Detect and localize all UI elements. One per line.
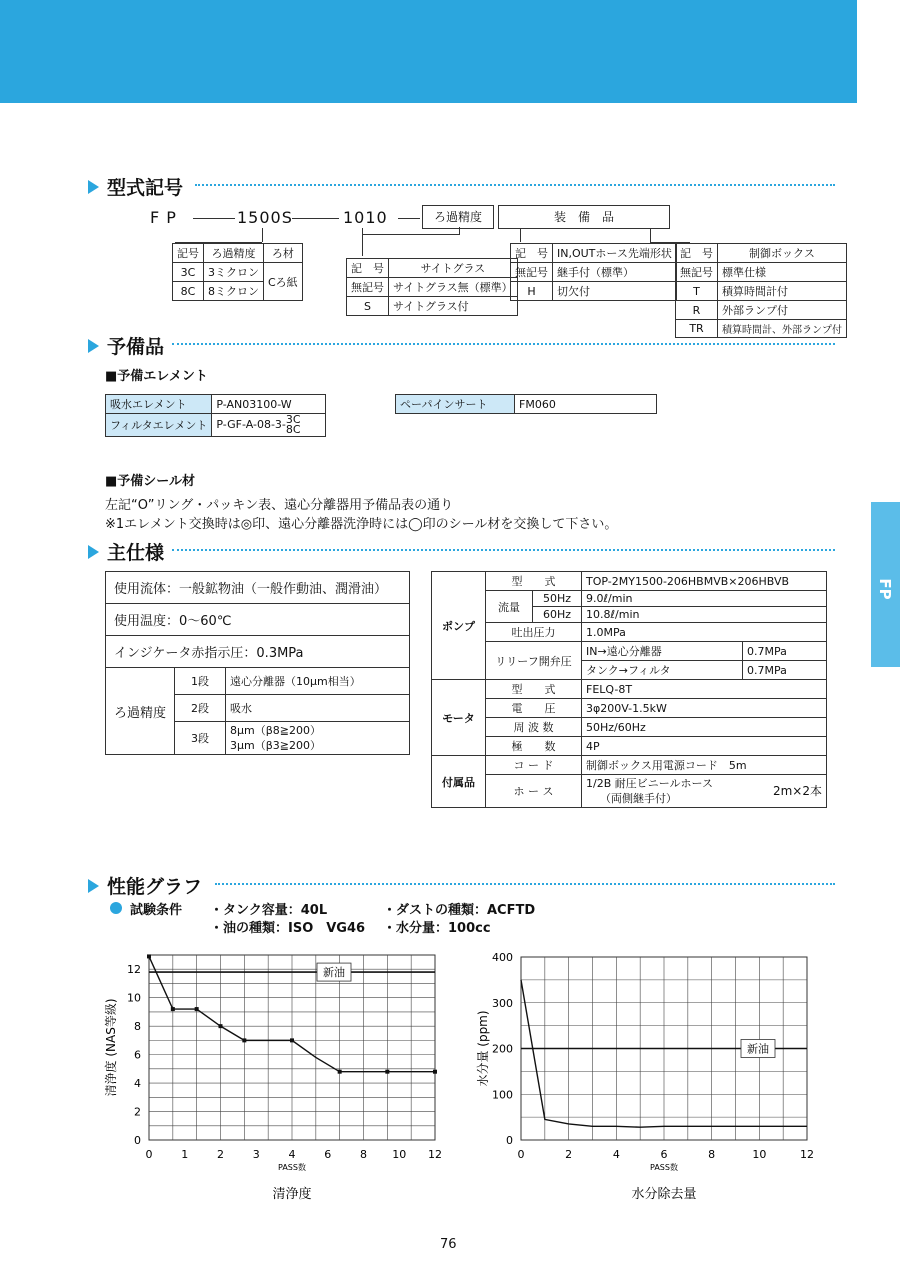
x-tick-label: 10 — [392, 1148, 407, 1161]
x-tick-label: 4 — [612, 1148, 620, 1161]
test-conditions-label: 試験条件 — [130, 903, 183, 918]
data-point — [385, 1070, 389, 1074]
triangle-icon — [88, 180, 99, 194]
triangle-icon — [88, 545, 99, 559]
box-precision: ろ過精度 — [422, 205, 494, 229]
box-equipment: 装 備 品 — [498, 205, 670, 229]
y-tick-label: 400 — [492, 951, 513, 964]
spec-right-table: ポンプ 型 式 TOP-2MY1500-206HBMVB×206HBVB 流量 50Hz 9.0ℓ/min 60Hz 10.8ℓ/min 吐出圧力 1.0MPa リリーフ開弁圧 IN→遠心分離器 0.7MPa タンク→フィルタ 0.7MPa モータ 型 式 FELQ-8T 電 圧 3φ200V-1.5kW 周 波 数 50Hz/60Hz 極 数 4P 付属品 コ ー ド 制御ボックス用電源コード 5m ホ ー ス 1/2B 耐圧ビニールホース （両側継手付） 2m×2本 — [431, 571, 827, 808]
x-tick-label: 6 — [324, 1148, 332, 1161]
y-tick-label: 0 — [134, 1134, 141, 1147]
data-point — [338, 1070, 342, 1074]
data-point — [171, 1007, 175, 1011]
y-tick-label: 100 — [492, 1088, 513, 1102]
cond-water: ・水分量：100cc — [383, 921, 491, 936]
chart-title: 水分除去量 — [631, 1187, 697, 1202]
chart-cleanliness — [100, 945, 470, 1210]
triangle-icon — [88, 879, 99, 893]
y-axis-label: 水分量 (ppm) — [476, 1010, 490, 1087]
cond-oil: ・油の種類：ISO VG46 — [210, 921, 366, 936]
section-heading-graphs: 性能グラフ — [88, 872, 202, 899]
paper-insert-table: ペーパインサート FM060 — [395, 394, 657, 414]
seal-note-1: 左記“O”リング・パッキン表、遠心分離器用予備品表の通り — [105, 498, 454, 513]
section-heading-specs: 主仕様 — [88, 538, 164, 565]
x-tick-label: 3 — [252, 1148, 260, 1161]
precision-table: 記号 ろ過精度 ろ材 3C 3ミクロン Cろ紙 8C 8ミクロン — [172, 243, 303, 301]
divider — [195, 184, 835, 186]
data-point — [433, 1070, 437, 1074]
data-point — [219, 1024, 223, 1028]
code-part-size: 1500S — [237, 208, 293, 227]
divider — [172, 549, 835, 551]
spare-elements-table: 吸水エレメント P-AN03100-W フィルタエレメント P-GF-A-08-3-3C 8C — [105, 394, 326, 437]
x-axis-label: PASS数 — [650, 1163, 678, 1172]
cond-dust: ・ダストの種類：ACFTD — [383, 903, 536, 918]
divider — [215, 883, 835, 885]
x-tick-label: 10 — [752, 1148, 767, 1161]
data-point — [195, 1007, 199, 1011]
page-number: 76 — [440, 1237, 457, 1252]
reference-label: 新油 — [323, 966, 345, 980]
bullet-icon — [110, 902, 122, 914]
x-tick-label: 0 — [145, 1148, 153, 1161]
data-point — [147, 954, 151, 958]
section-heading-spares: 予備品 — [88, 332, 164, 359]
x-tick-label: 8 — [708, 1148, 716, 1161]
y-tick-label: 10 — [127, 991, 141, 1005]
side-tab: FP — [871, 502, 900, 667]
y-tick-label: 6 — [134, 1048, 141, 1062]
x-tick-label: 4 — [288, 1148, 296, 1161]
seal-note-2: ※1エレメント交換時は◎印、遠心分離器洗浄時には◯印のシール材を交換して下さい。 — [105, 517, 618, 532]
x-tick-label: 2 — [217, 1148, 224, 1161]
x-tick-label: 1 — [181, 1148, 189, 1161]
y-tick-label: 2 — [134, 1105, 141, 1119]
data-point — [242, 1038, 246, 1042]
x-tick-label: 2 — [565, 1148, 573, 1161]
x-tick-label: 0 — [517, 1148, 525, 1161]
triangle-icon — [88, 339, 99, 353]
y-tick-label: 8 — [134, 1020, 141, 1034]
reference-label: 新油 — [747, 1042, 769, 1056]
x-tick-label: 12 — [428, 1148, 442, 1161]
chart-water — [470, 945, 830, 1210]
spare-elements-heading: ■予備エレメント — [105, 369, 208, 384]
header-band — [0, 0, 857, 103]
y-tick-label: 200 — [492, 1042, 513, 1056]
data-point — [290, 1038, 294, 1042]
y-axis-label: 清浄度 (NAS等級) — [104, 998, 118, 1097]
chart-title: 清浄度 — [272, 1187, 312, 1202]
divider — [172, 343, 835, 345]
y-tick-label: 12 — [127, 963, 141, 977]
y-tick-label: 0 — [506, 1134, 513, 1147]
spare-seals-heading: ■予備シール材 — [105, 474, 196, 489]
controlbox-table: 記 号 制御ボックス 無記号 標準仕様 T 積算時間計付 R 外部ランプ付 TR 積算時間計、外部ランプ付 — [675, 243, 847, 338]
code-part-model: 1010 — [343, 208, 388, 227]
x-tick-label: 8 — [360, 1148, 367, 1161]
spec-left-table: 使用流体：一般鉱物油（一般作動油、潤滑油） 使用温度：0～60℃ インジケータ赤指示圧：0.3MPa ろ過精度 1段 遠心分離器（10μm相当） 2段 吸水 3段 8μm（β8≧200） 3μm（β3≧200） — [105, 571, 410, 755]
y-tick-label: 300 — [492, 996, 513, 1010]
x-axis-label: PASS数 — [278, 1163, 306, 1172]
section-heading-model: 型式記号 — [88, 173, 183, 200]
x-tick-label: 12 — [800, 1148, 814, 1161]
cond-tank: ・タンク容量：40L — [210, 903, 328, 918]
sightglass-table: 記 号 サイトグラス 無記号 サイトグラス無（標準） S サイトグラス付 — [346, 258, 518, 316]
x-tick-label: 6 — [660, 1148, 668, 1161]
y-tick-label: 4 — [134, 1077, 141, 1091]
inout-table: 記 号 IN,OUTホース先端形状 無記号 継手付（標準） H 切欠付 — [510, 243, 677, 301]
code-part-fp: F P — [150, 208, 177, 227]
